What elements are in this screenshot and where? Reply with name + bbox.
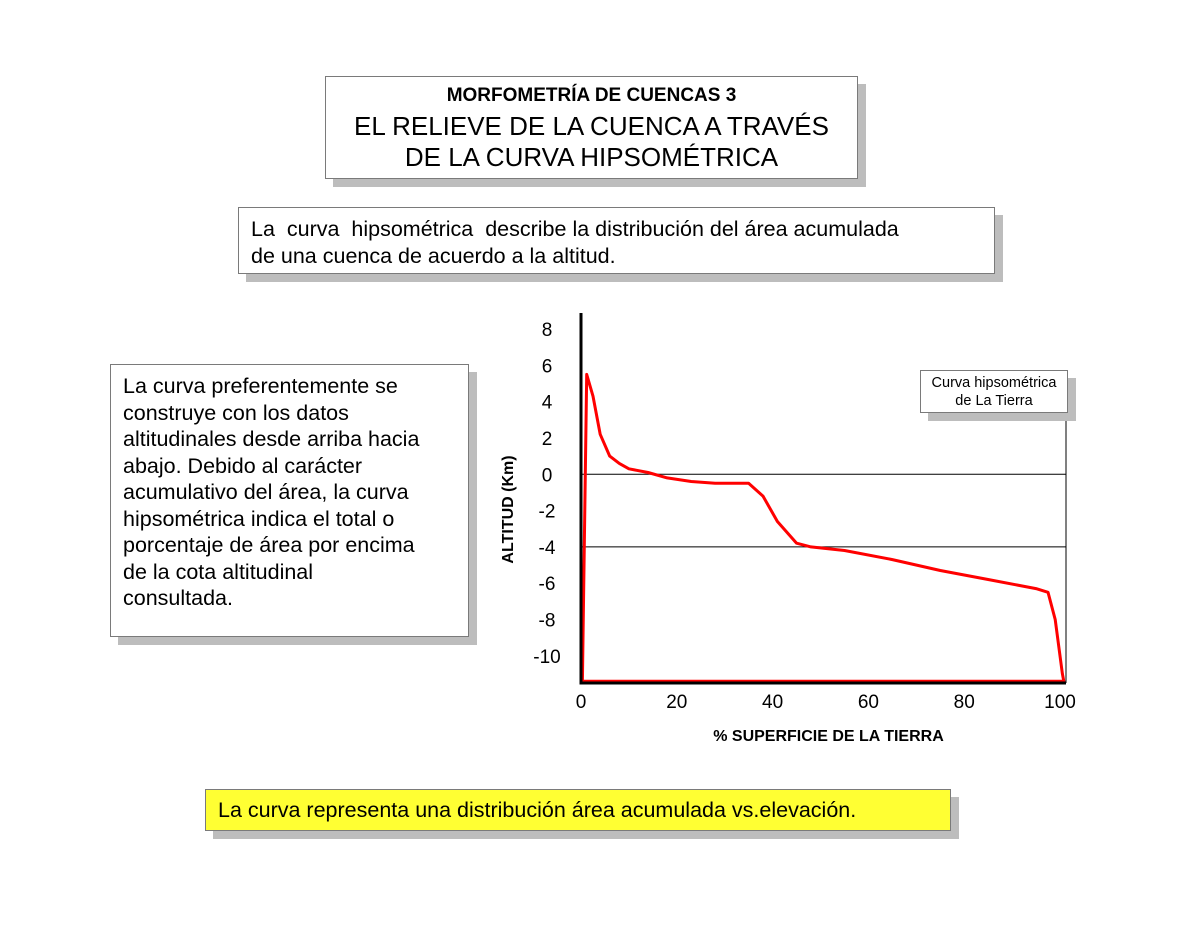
side-note-line: porcentaje de área por encima — [123, 533, 415, 557]
y-tick-label: -2 — [538, 501, 556, 523]
y-tick-label: 8 — [541, 320, 553, 342]
description-line-2: de una cuenca de acuerdo a la altitud. — [251, 244, 616, 268]
y-tick-label: -4 — [538, 537, 556, 559]
y-axis-label: ALTITUD (Km) — [500, 455, 517, 564]
x-tick-label: 100 — [1044, 692, 1076, 713]
x-tick-labels — [576, 692, 1076, 713]
hypsometric-curve-series — [582, 374, 1063, 681]
side-note-box — [110, 364, 469, 637]
side-note-line: acumulativo del área, la curva — [123, 480, 409, 504]
footer-note-box — [205, 789, 951, 831]
reference-lines — [581, 474, 1066, 547]
legend-text — [921, 374, 1067, 410]
side-note-line: construye con los datos — [123, 400, 349, 425]
y-tick-label: -6 — [538, 574, 556, 596]
y-tick-label: 2 — [541, 428, 553, 450]
title-box — [325, 76, 858, 179]
title-line-1: EL RELIEVE DE LA CUENCA A TRAVÉS — [354, 111, 829, 141]
side-note-text — [123, 373, 460, 612]
x-axis-label: % SUPERFICIE DE LA TIERRA — [713, 728, 944, 745]
x-tick-label: 40 — [762, 692, 784, 713]
side-note-line: hipsométrica indica el total o — [123, 506, 395, 531]
legend-line-2: de La Tierra — [955, 393, 1033, 409]
description-line-1: La curva hipsométrica describe la distribución del área acumulada — [251, 217, 899, 241]
description-box — [238, 207, 995, 274]
legend-line-1: Curva hipsométrica — [931, 375, 1057, 391]
hypsometric-chart — [490, 300, 1090, 760]
side-note-line: consultada. — [123, 586, 233, 610]
x-tick-label: 0 — [575, 692, 587, 713]
y-tick-label: 0 — [541, 465, 553, 487]
y-tick-label: -8 — [538, 610, 556, 632]
side-note-line: altitudinales desde arriba hacia — [123, 427, 420, 451]
y-tick-labels — [533, 320, 560, 668]
side-note-line: La curva preferentemente se — [123, 374, 398, 398]
legend-box — [920, 370, 1068, 413]
x-tick-label: 60 — [857, 692, 879, 713]
y-tick-label: -10 — [533, 646, 561, 668]
description-text — [251, 216, 984, 270]
x-tick-label: 80 — [953, 692, 975, 713]
title-line-2: DE LA CURVA HIPSOMÉTRICA — [404, 142, 779, 172]
x-tick-label: 20 — [666, 692, 688, 713]
y-tick-label: 6 — [541, 356, 553, 378]
side-note-line: abajo. Debido al carácter — [123, 453, 363, 478]
subtitle: MORFOMETRÍA DE CUENCAS 3 — [446, 85, 737, 106]
y-tick-label: 4 — [541, 392, 553, 414]
side-note-line: de la cota altitudinal — [123, 559, 314, 584]
footer-note-text: La curva representa una distribución área acumulada vs.elevación. — [218, 798, 857, 822]
page-title — [326, 111, 857, 173]
